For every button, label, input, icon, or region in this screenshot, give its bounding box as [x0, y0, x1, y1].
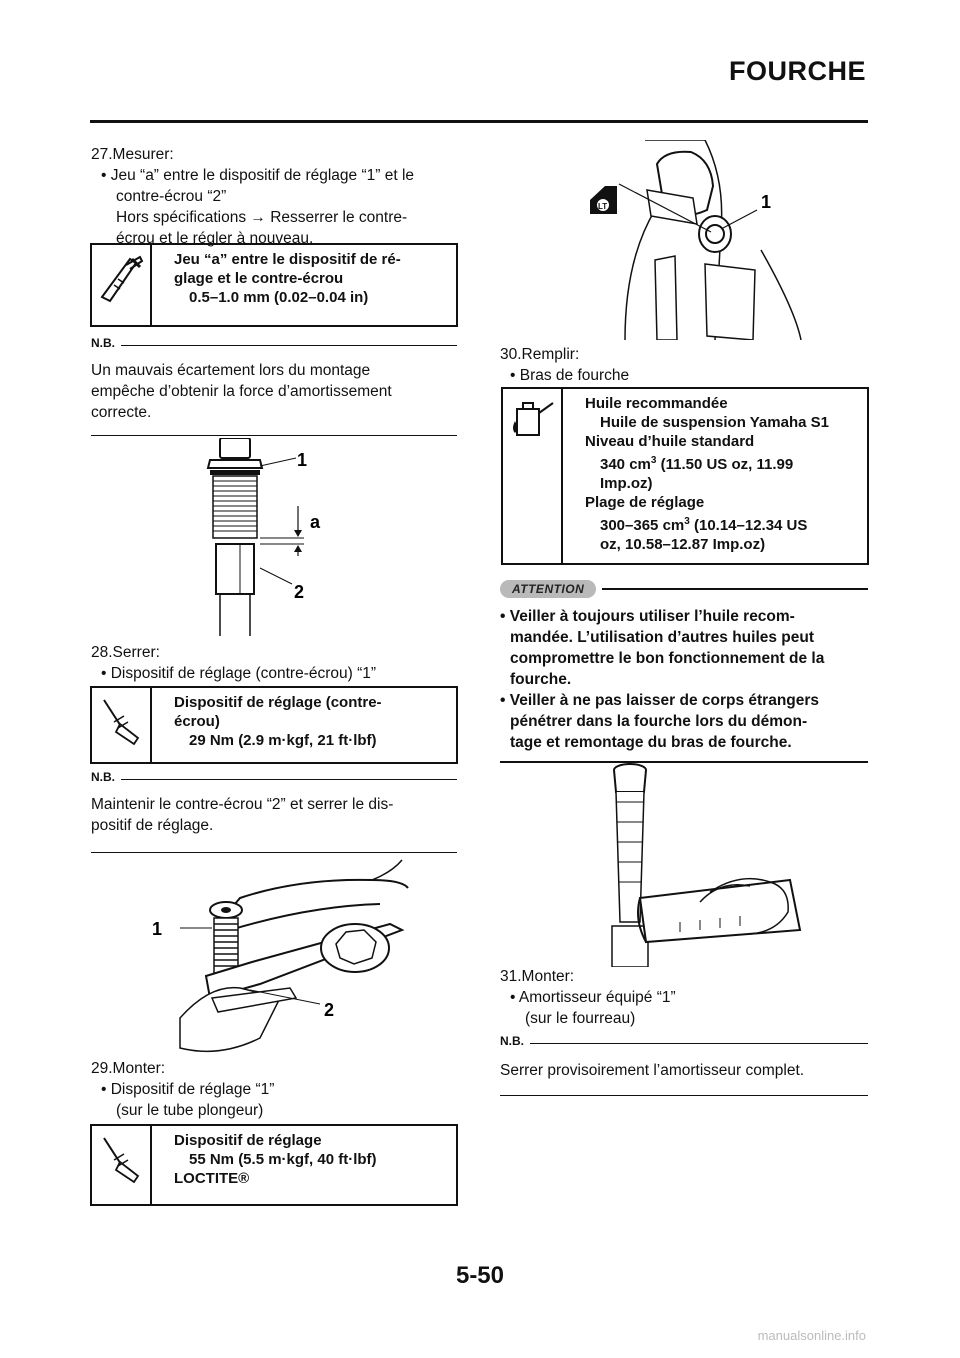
wrench-figure [140, 858, 440, 1058]
oil-recommended-value: Huile de suspension Yamaha S1 [600, 414, 829, 431]
step-28-heading: 28.Serrer: [91, 644, 160, 661]
oil-level-value: 340 $cm^3$ (11.50 US oz, 11.99 [600, 455, 794, 473]
attention-b2-l3: tage et remontage du bras de fourche. [510, 734, 792, 751]
nb-31 [500, 1034, 868, 1096]
nb-27-line1: Un mauvais écartement lors du montage [91, 362, 371, 379]
nb-label: N.B. [91, 336, 115, 350]
footer-watermark: manualsonline.info [757, 1328, 866, 1343]
oil-recommended-label: Huile recommandée [585, 395, 728, 412]
step-29-bullet: • Dispositif de réglage “1” [101, 1081, 275, 1098]
spec-adjuster-line1: Dispositif de réglage [174, 1132, 322, 1149]
oil-range-value: 300–365 $cm^3$ (10.14–12.34 US [600, 516, 808, 534]
loctite-icon-label: LT [598, 202, 608, 211]
step-27-bullet-cont: contre-écrou “2” [116, 188, 227, 205]
step-27-action-2: écrou et le régler à nouveau. [116, 230, 314, 247]
step-30 [500, 344, 868, 386]
attention-b1-l1: • Veiller à toujours utiliser l’huile recom- [500, 608, 795, 625]
page-title: FOURCHE [729, 56, 866, 86]
attention-b1-l3: compromettre le bon fonctionnement de la [510, 650, 825, 667]
oil-level-label: Niveau d’huile standard [585, 433, 755, 450]
nb-27 [91, 336, 457, 436]
step-30-bullet: • Bras de fourche [510, 367, 630, 384]
spec-clearance-line1: Jeu “a” entre le dispositif de ré- [174, 251, 401, 268]
spec-locknut-line2: écrou) [174, 713, 220, 730]
figure-label-1: 1 [152, 919, 163, 939]
nb-label: N.B. [91, 770, 115, 784]
step-28-bullet: • Dispositif de réglage (contre-écrou) “1” [101, 665, 377, 682]
spec-locknut-value: 29 Nm (2.9 m·kgf, 21 ft·lbf) [189, 732, 377, 749]
step-29-bullet-cont: (sur le tube plongeur) [116, 1102, 264, 1119]
figure-label-1: 1 [761, 192, 772, 212]
nb-27-line3: correcte. [91, 404, 152, 421]
attention-b2-l1: • Veiller à ne pas laisser de corps étrangers [500, 692, 820, 709]
spec-box-adjuster-torque [90, 1124, 458, 1206]
step-29-heading: 29.Monter: [91, 1060, 166, 1077]
torque-wrench-icon [92, 688, 152, 762]
figure-label-a: a [310, 512, 321, 532]
step-27-heading: 27.Mesurer: [91, 146, 174, 163]
spec-adjuster-loctite: LOCTITE® [174, 1170, 250, 1187]
oil-range-label: Plage de réglage [585, 494, 705, 511]
step-28 [91, 642, 458, 684]
step-31-heading: 31.Monter: [500, 968, 575, 985]
step-27 [91, 144, 458, 249]
adjuster-clearance-figure [180, 438, 350, 638]
spec-box-clearance [90, 243, 458, 327]
torque-wrench-icon [92, 1126, 152, 1204]
attention-badge: ATTENTION [500, 580, 596, 598]
spec-adjuster-value: 55 Nm (5.5 m·kgf, 40 ft·lbf) [189, 1151, 377, 1168]
step-31 [500, 966, 868, 1029]
nb-28-line1: Maintenir le contre-écrou “2” et serrer le dis- [91, 796, 394, 813]
nb-28-line2: positif de réglage. [91, 817, 214, 834]
step-31-bullet-cont: (sur le fourreau) [525, 1010, 636, 1027]
attention-b1-l4: fourche. [510, 671, 572, 688]
figure-label-1: 1 [297, 450, 308, 470]
spec-box-locknut-torque [90, 686, 458, 764]
oil-level-value-cont: Imp.oz) [600, 475, 653, 492]
spec-clearance-line2: glage et le contre-écrou [174, 270, 344, 287]
oil-fill-figure [600, 762, 820, 967]
caliper-icon [92, 245, 152, 325]
header-rule [90, 120, 868, 123]
step-27-action-1: Hors spécifications → Resserrer le contre- [116, 209, 408, 226]
oil-range-value-cont: oz, 10.58–12.87 Imp.oz) [600, 536, 766, 553]
figure-label-2: 2 [294, 582, 305, 602]
step-30-heading: 30.Remplir: [500, 346, 580, 363]
nb-27-line2: empêche d’obtenir la force d’amortissement [91, 383, 392, 400]
nb-31-line1: Serrer provisoirement l’amortisseur complet. [500, 1062, 805, 1079]
attention-b2-l2: pénétrer dans la fourche lors du démon- [510, 713, 808, 730]
attention-block [500, 580, 868, 763]
step-27-bullet: • Jeu “a” entre le dispositif de réglage “1” et le [101, 167, 415, 184]
spec-clearance-value: 0.5–1.0 mm (0.02–0.04 in) [189, 289, 369, 306]
figure-label-2: 2 [324, 1000, 335, 1020]
fork-top-figure [585, 140, 805, 340]
attention-b1-l2: mandée. L’utilisation d’autres huiles peut [510, 629, 815, 646]
oil-can-icon [503, 389, 563, 563]
step-29 [91, 1058, 458, 1121]
step-31-bullet: • Amortisseur équipé “1” [510, 989, 676, 1006]
spec-locknut-line1: Dispositif de réglage (contre- [174, 694, 382, 711]
nb-28 [91, 770, 457, 853]
page-number: 5-50 [455, 1262, 505, 1289]
spec-box-fork-oil [501, 387, 869, 565]
nb-label: N.B. [500, 1034, 524, 1048]
